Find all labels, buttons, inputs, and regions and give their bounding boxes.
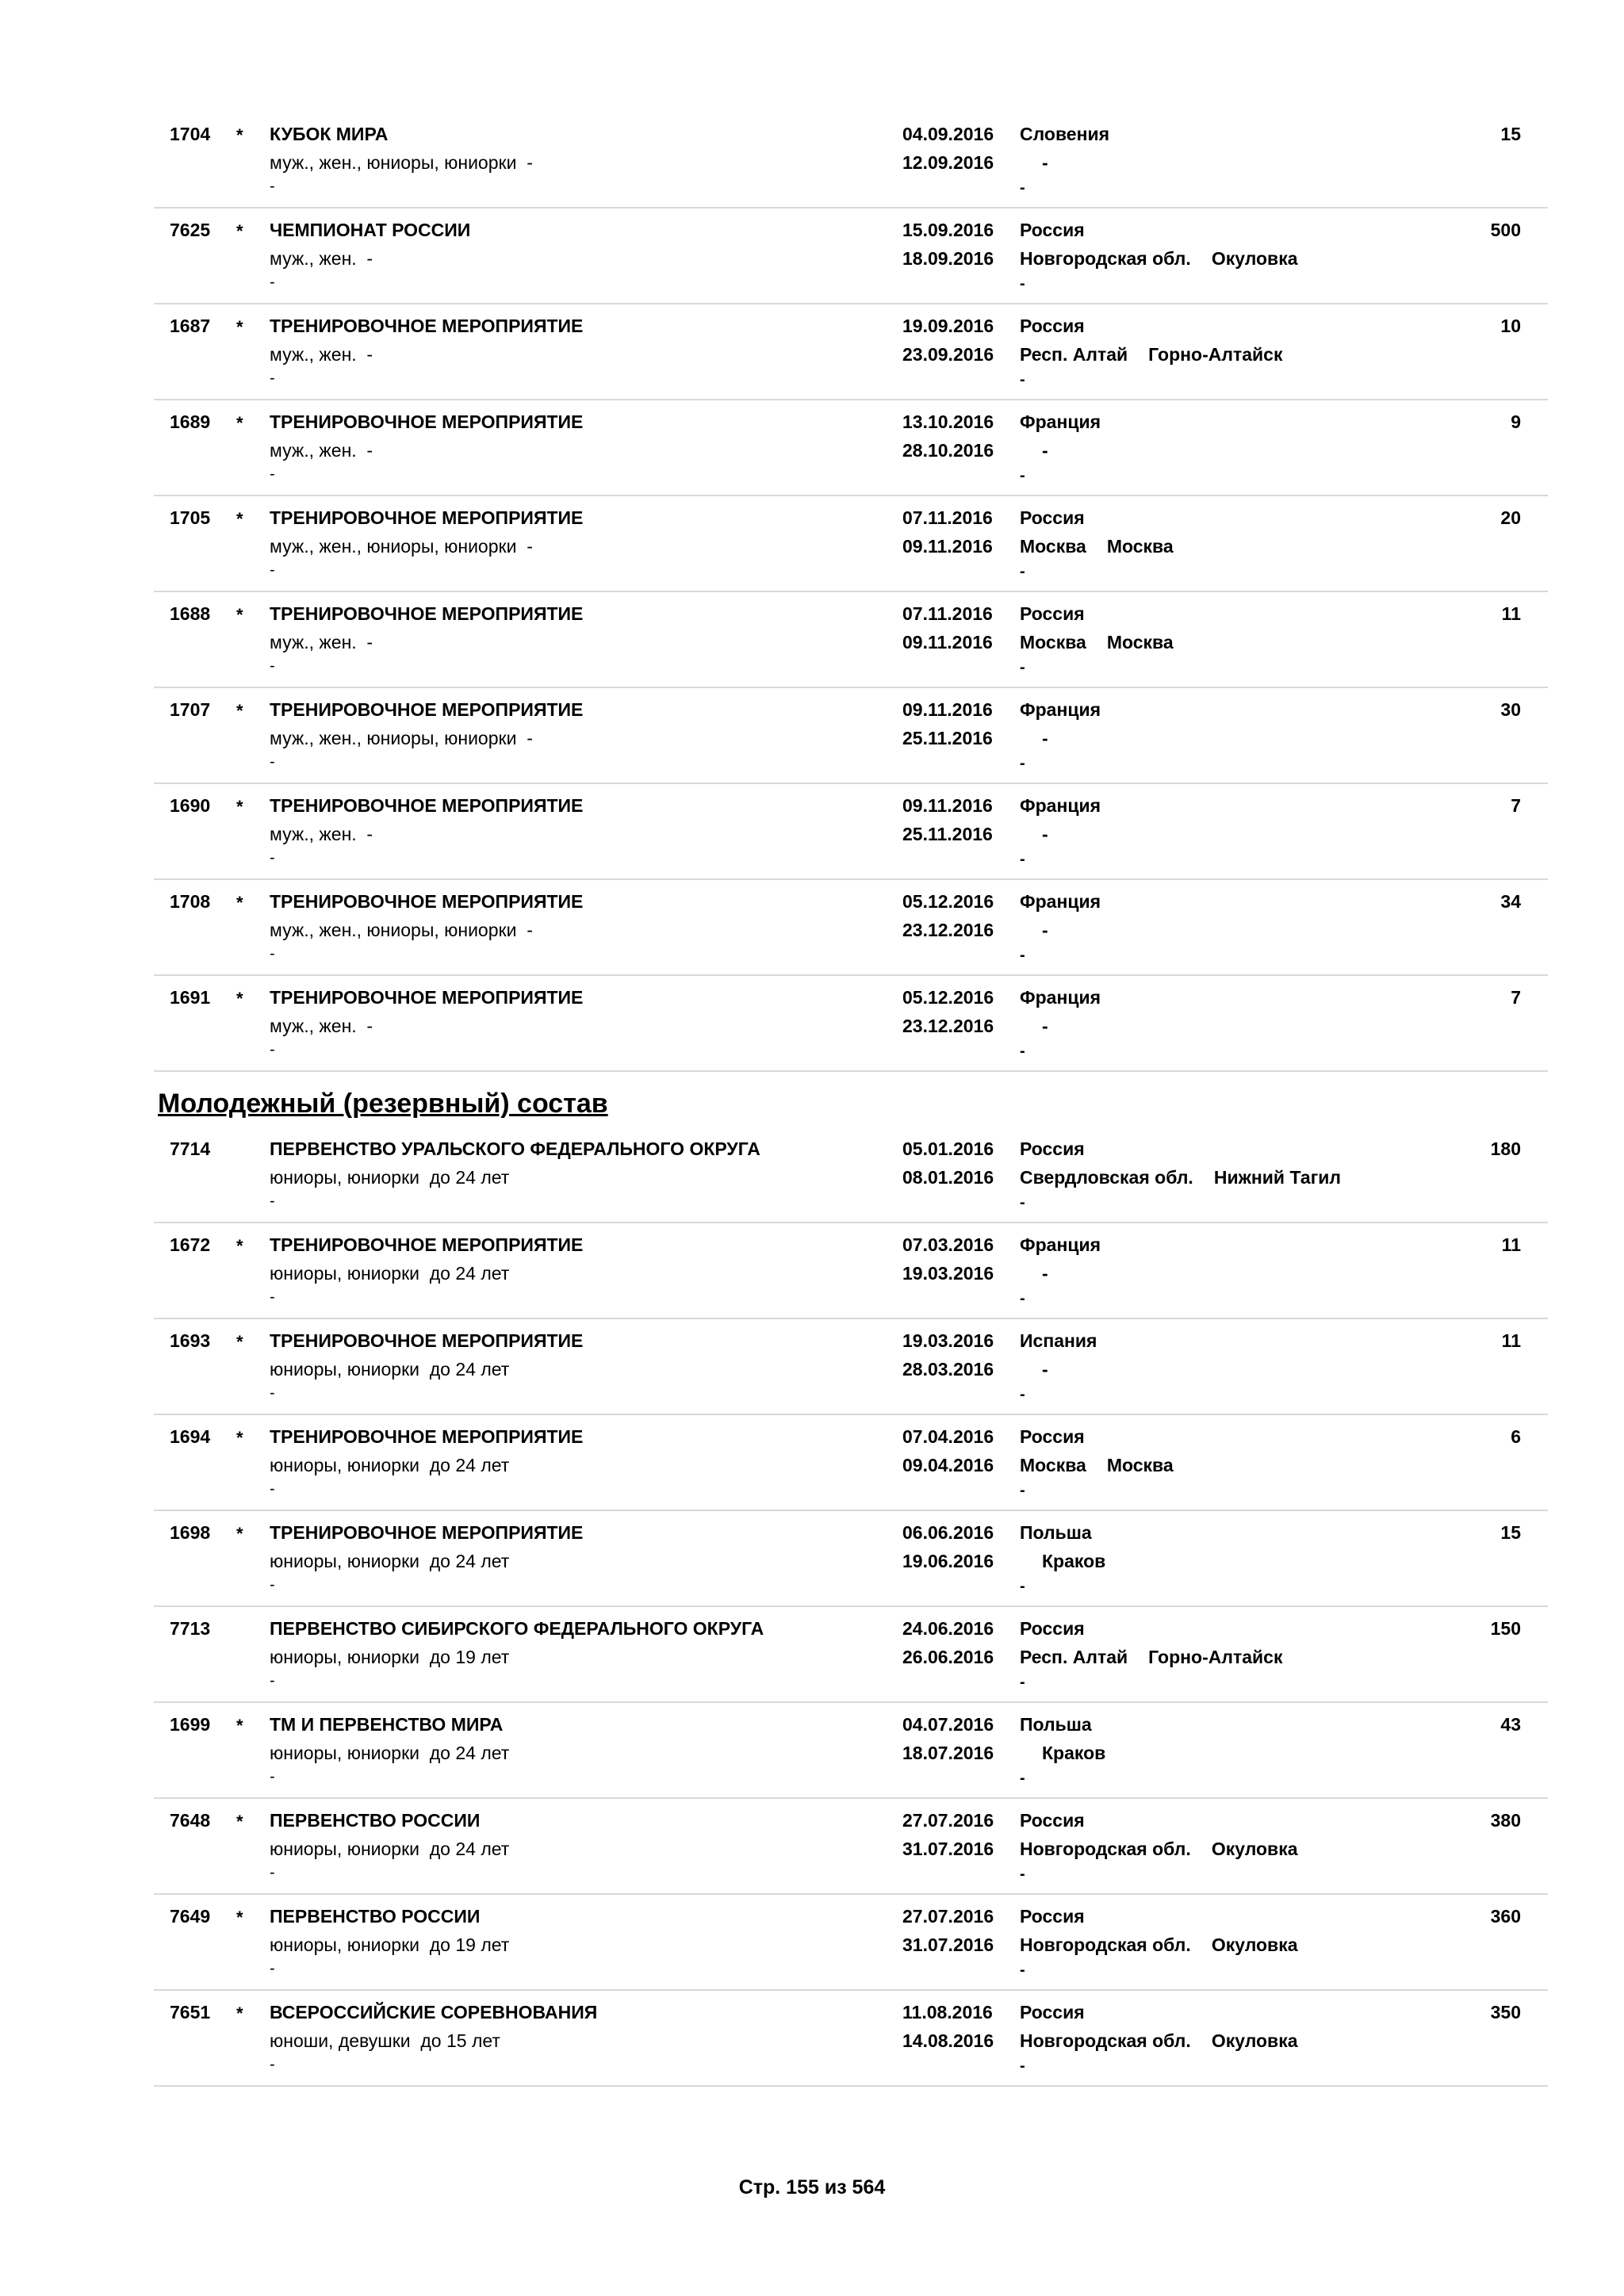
event-number: 7648	[170, 1810, 211, 1831]
event-title: ТРЕНИРОВОЧНОЕ МЕРОПРИЯТИЕ	[270, 699, 584, 720]
country: Россия	[1020, 220, 1085, 240]
location	[1020, 248, 1298, 270]
region: -	[1042, 728, 1048, 748]
event-category: муж., жен. -	[270, 824, 373, 844]
event-note: -	[270, 1864, 275, 1881]
event-note: -	[270, 1576, 275, 1594]
location	[1020, 1743, 1105, 1764]
event-number: 1688	[170, 603, 211, 624]
date-end: 14.08.2016	[902, 2030, 994, 2051]
city: Краков	[1042, 1743, 1106, 1763]
date-end: 28.10.2016	[902, 440, 994, 461]
event-category: юниоры, юниорки до 19 лет	[270, 1934, 510, 1955]
city: Москва	[1106, 632, 1174, 652]
star-marker: *	[236, 509, 243, 529]
location	[1020, 440, 1069, 461]
event-row	[154, 784, 1548, 880]
country: Польша	[1020, 1714, 1092, 1735]
event-title: ТРЕНИРОВОЧНОЕ МЕРОПРИЯТИЕ	[270, 987, 584, 1008]
location	[1020, 1647, 1282, 1668]
event-category: муж., жен., юниоры, юниорки -	[270, 152, 533, 173]
event-title: ТРЕНИРОВОЧНОЕ МЕРОПРИЯТИЕ	[270, 891, 584, 912]
event-number: 7714	[170, 1138, 211, 1159]
region: Москва	[1020, 536, 1086, 557]
event-note: -	[270, 1041, 275, 1058]
event-number: 1699	[170, 1714, 211, 1735]
region: -	[1042, 824, 1048, 844]
event-note: -	[270, 465, 275, 483]
event-number: 1672	[170, 1234, 211, 1255]
location	[1020, 824, 1069, 845]
location	[1020, 632, 1174, 653]
date-end: 18.07.2016	[902, 1743, 994, 1763]
region: Новгородская обл.	[1020, 1839, 1191, 1859]
event-category: юниоры, юниорки до 24 лет	[270, 1167, 510, 1188]
event-title: ТРЕНИРОВОЧНОЕ МЕРОПРИЯТИЕ	[270, 316, 584, 336]
date-start: 09.11.2016	[902, 795, 993, 816]
page-number: Стр. 155 из 564	[738, 2176, 886, 2198]
date-start: 06.06.2016	[902, 1522, 994, 1543]
event-title: ПЕРВЕНСТВО РОССИИ	[270, 1810, 481, 1831]
city: Краков	[1042, 1551, 1106, 1571]
event-row	[154, 1703, 1548, 1799]
region: Респ. Алтай	[1020, 1647, 1128, 1667]
region: Москва	[1020, 1455, 1086, 1475]
event-category: юниоры, юниорки до 24 лет	[270, 1551, 510, 1571]
event-note: -	[270, 2056, 275, 2073]
location	[1020, 1455, 1174, 1476]
event-note: -	[270, 1960, 275, 1977]
event-number: 1691	[170, 987, 211, 1008]
location-note: -	[1020, 1043, 1025, 1060]
region: -	[1042, 1263, 1048, 1284]
event-title: ТРЕНИРОВОЧНОЕ МЕРОПРИЯТИЕ	[270, 507, 584, 528]
location	[1020, 152, 1069, 174]
event-note: -	[270, 1480, 275, 1498]
event-row	[154, 400, 1548, 496]
event-category: муж., жен., юниоры, юниорки -	[270, 536, 533, 557]
date-end: 09.11.2016	[902, 632, 993, 652]
location-note: -	[1020, 755, 1025, 772]
location-note: -	[1020, 1194, 1025, 1211]
star-marker: *	[236, 1812, 243, 1831]
location	[1020, 1551, 1105, 1572]
country: Испания	[1020, 1330, 1097, 1351]
location-note: -	[1020, 563, 1025, 580]
event-row	[154, 1223, 1548, 1319]
city: Москва	[1106, 1455, 1174, 1475]
city: Москва	[1106, 536, 1174, 557]
event-category: юноши, девушки до 15 лет	[270, 2030, 500, 2051]
location-note: -	[1020, 1578, 1025, 1595]
event-row	[154, 1319, 1548, 1415]
date-start: 04.09.2016	[902, 124, 994, 144]
location	[1020, 1359, 1069, 1380]
country: Россия	[1020, 2002, 1085, 2022]
star-marker: *	[236, 125, 243, 145]
region: Новгородская обл.	[1020, 2030, 1191, 2051]
date-end: 28.03.2016	[902, 1359, 994, 1380]
country: Франция	[1020, 411, 1101, 432]
country: Франция	[1020, 987, 1101, 1008]
event-row	[154, 1127, 1548, 1223]
event-number: 1693	[170, 1330, 211, 1351]
event-title: ТМ И ПЕРВЕНСТВО МИРА	[270, 1714, 504, 1735]
country: Россия	[1020, 1618, 1085, 1639]
event-number: 7651	[170, 2002, 211, 2022]
date-start: 19.03.2016	[902, 1330, 994, 1351]
location-note: -	[1020, 1866, 1025, 1883]
event-title: ПЕРВЕНСТВО РОССИИ	[270, 1906, 481, 1927]
participant-count: 360	[1490, 1906, 1521, 1927]
location-note: -	[1020, 947, 1025, 964]
star-marker: *	[236, 2003, 243, 2023]
event-category: юниоры, юниорки до 24 лет	[270, 1839, 510, 1859]
location-note: -	[1020, 371, 1025, 388]
event-row	[154, 688, 1548, 784]
location-note: -	[1020, 1482, 1025, 1499]
event-category: муж., жен., юниоры, юниорки -	[270, 920, 533, 940]
location	[1020, 1167, 1341, 1188]
event-category: юниоры, юниорки до 24 лет	[270, 1743, 510, 1763]
date-start: 04.07.2016	[902, 1714, 994, 1735]
region: -	[1042, 1016, 1048, 1036]
location-note: -	[1020, 1674, 1025, 1691]
star-marker: *	[236, 989, 243, 1008]
date-start: 15.09.2016	[902, 220, 994, 240]
region: Свердловская обл.	[1020, 1167, 1193, 1188]
country: Франция	[1020, 891, 1101, 912]
event-number: 1704	[170, 124, 211, 144]
event-category: юниоры, юниорки до 24 лет	[270, 1359, 510, 1380]
date-start: 11.08.2016	[902, 2002, 993, 2022]
date-end: 12.09.2016	[902, 152, 994, 173]
date-end: 19.06.2016	[902, 1551, 994, 1571]
date-end: 25.11.2016	[902, 728, 993, 748]
event-note: -	[270, 178, 275, 195]
region: Новгородская обл.	[1020, 1934, 1191, 1955]
region: -	[1042, 1359, 1048, 1380]
city: Окуловка	[1211, 1934, 1298, 1955]
date-end: 25.11.2016	[902, 824, 993, 844]
event-title: ПЕРВЕНСТВО СИБИРСКОГО ФЕДЕРАЛЬНОГО ОКРУГА	[270, 1618, 764, 1639]
location	[1020, 920, 1069, 941]
event-row	[154, 880, 1548, 976]
participant-count: 43	[1500, 1714, 1521, 1735]
date-start: 05.12.2016	[902, 891, 994, 912]
date-start: 05.01.2016	[902, 1138, 994, 1159]
country: Польша	[1020, 1522, 1092, 1543]
event-category: юниоры, юниорки до 19 лет	[270, 1647, 510, 1667]
country: Россия	[1020, 603, 1085, 624]
event-category: муж., жен. -	[270, 344, 373, 365]
participant-count: 20	[1500, 507, 1521, 528]
star-marker: *	[236, 893, 243, 913]
date-start: 07.03.2016	[902, 1234, 994, 1255]
star-marker: *	[236, 413, 243, 433]
country: Россия	[1020, 1426, 1085, 1447]
participant-count: 9	[1511, 411, 1521, 432]
event-number: 1694	[170, 1426, 211, 1447]
event-note: -	[270, 274, 275, 291]
event-category: муж., жен. -	[270, 440, 373, 461]
city: Горно-Алтайск	[1148, 1647, 1283, 1667]
event-number: 1708	[170, 891, 211, 912]
country: Словения	[1020, 124, 1110, 144]
region: Респ. Алтай	[1020, 344, 1128, 365]
event-title: ЧЕМПИОНАТ РОССИИ	[270, 220, 471, 240]
star-marker: *	[236, 1716, 243, 1735]
star-marker: *	[236, 1236, 243, 1256]
participant-count: 500	[1490, 220, 1521, 240]
section-heading: Молодежный (резервный) состав	[158, 1089, 608, 1119]
event-title: ТРЕНИРОВОЧНОЕ МЕРОПРИЯТИЕ	[270, 603, 584, 624]
location	[1020, 1839, 1298, 1860]
event-note: -	[270, 945, 275, 962]
event-title: КУБОК МИРА	[270, 124, 389, 144]
star-marker: *	[236, 797, 243, 817]
participant-count: 11	[1501, 1330, 1521, 1351]
location-note: -	[1020, 275, 1025, 293]
event-title: ТРЕНИРОВОЧНОЕ МЕРОПРИЯТИЕ	[270, 1234, 584, 1255]
event-title: ТРЕНИРОВОЧНОЕ МЕРОПРИЯТИЕ	[270, 1522, 584, 1543]
country: Россия	[1020, 1810, 1085, 1831]
location	[1020, 344, 1282, 365]
region: Новгородская обл.	[1020, 248, 1191, 269]
event-number: 7713	[170, 1618, 211, 1639]
participant-count: 7	[1511, 987, 1521, 1008]
event-note: -	[270, 561, 275, 579]
event-row	[154, 113, 1548, 209]
date-start: 24.06.2016	[902, 1618, 994, 1639]
event-row	[154, 209, 1548, 304]
event-note: -	[270, 1384, 275, 1402]
date-start: 27.07.2016	[902, 1906, 994, 1927]
location-note: -	[1020, 1386, 1025, 1403]
event-category: муж., жен., юниоры, юниорки -	[270, 728, 533, 748]
city: Окуловка	[1211, 248, 1298, 269]
location	[1020, 536, 1174, 557]
city: Окуловка	[1211, 2030, 1298, 2051]
event-row	[154, 1511, 1548, 1607]
event-number: 1698	[170, 1522, 211, 1543]
region: -	[1042, 440, 1048, 461]
star-marker: *	[236, 1332, 243, 1352]
participant-count: 15	[1500, 1522, 1521, 1543]
event-row	[154, 496, 1548, 592]
event-note: -	[270, 369, 275, 387]
date-end: 19.03.2016	[902, 1263, 994, 1284]
date-start: 19.09.2016	[902, 316, 994, 336]
participant-count: 380	[1490, 1810, 1521, 1831]
event-title: ТРЕНИРОВОЧНОЕ МЕРОПРИЯТИЕ	[270, 411, 584, 432]
star-marker: *	[236, 317, 243, 337]
date-end: 09.04.2016	[902, 1455, 994, 1475]
event-title: ТРЕНИРОВОЧНОЕ МЕРОПРИЯТИЕ	[270, 795, 584, 816]
country: Россия	[1020, 507, 1085, 528]
country: Франция	[1020, 699, 1101, 720]
participant-count: 34	[1500, 891, 1521, 912]
star-marker: *	[236, 1908, 243, 1927]
participant-count: 7	[1511, 795, 1521, 816]
country: Франция	[1020, 795, 1101, 816]
city: Горно-Алтайск	[1148, 344, 1283, 365]
date-start: 27.07.2016	[902, 1810, 994, 1831]
date-end: 31.07.2016	[902, 1839, 994, 1859]
date-start: 05.12.2016	[902, 987, 994, 1008]
location	[1020, 1263, 1069, 1284]
date-end: 08.01.2016	[902, 1167, 994, 1188]
location-note: -	[1020, 659, 1025, 676]
event-row	[154, 304, 1548, 400]
location	[1020, 1934, 1298, 1956]
event-title: ПЕРВЕНСТВО УРАЛЬСКОГО ФЕДЕРАЛЬНОГО ОКРУГА	[270, 1138, 760, 1159]
region: Москва	[1020, 632, 1086, 652]
location-note: -	[1020, 2057, 1025, 2075]
event-number: 7625	[170, 220, 211, 240]
participant-count: 30	[1500, 699, 1521, 720]
event-category: муж., жен. -	[270, 632, 373, 652]
location-note: -	[1020, 1290, 1025, 1307]
date-start: 09.11.2016	[902, 699, 993, 720]
location	[1020, 2030, 1298, 2052]
date-end: 31.07.2016	[902, 1934, 994, 1955]
participant-count: 6	[1511, 1426, 1521, 1447]
date-end: 23.12.2016	[902, 920, 994, 940]
date-end: 23.12.2016	[902, 1016, 994, 1036]
event-category: юниоры, юниорки до 24 лет	[270, 1455, 510, 1475]
star-marker: *	[236, 1428, 243, 1448]
location-note: -	[1020, 1770, 1025, 1787]
location-note: -	[1020, 467, 1025, 484]
star-marker: *	[236, 1524, 243, 1544]
event-number: 1707	[170, 699, 211, 720]
participant-count: 11	[1501, 603, 1521, 624]
event-note: -	[270, 753, 275, 771]
participant-count: 11	[1501, 1234, 1521, 1255]
location-note: -	[1020, 179, 1025, 197]
location	[1020, 728, 1069, 749]
event-title: ТРЕНИРОВОЧНОЕ МЕРОПРИЯТИЕ	[270, 1426, 584, 1447]
date-start: 13.10.2016	[902, 411, 994, 432]
country: Франция	[1020, 1234, 1101, 1255]
location	[1020, 1016, 1069, 1037]
event-row	[154, 1607, 1548, 1703]
date-start: 07.11.2016	[902, 603, 993, 624]
date-end: 09.11.2016	[902, 536, 993, 557]
participant-count: 350	[1490, 2002, 1521, 2022]
location-note: -	[1020, 1961, 1025, 1979]
event-title: ВСЕРОССИЙСКИЕ СОРЕВНОВАНИЯ	[270, 2002, 598, 2022]
event-number: 7649	[170, 1906, 211, 1927]
star-marker: *	[236, 701, 243, 721]
event-category: муж., жен. -	[270, 248, 373, 269]
participant-count: 10	[1500, 316, 1521, 336]
event-row	[154, 1415, 1548, 1511]
country: Россия	[1020, 316, 1085, 336]
event-note: -	[270, 1288, 275, 1306]
event-title: ТРЕНИРОВОЧНОЕ МЕРОПРИЯТИЕ	[270, 1330, 584, 1351]
event-note: -	[270, 849, 275, 867]
country: Россия	[1020, 1138, 1085, 1159]
region: -	[1042, 920, 1048, 940]
event-category: юниоры, юниорки до 24 лет	[270, 1263, 510, 1284]
event-note: -	[270, 1768, 275, 1785]
event-note: -	[270, 1672, 275, 1689]
date-end: 26.06.2016	[902, 1647, 994, 1667]
event-category: муж., жен. -	[270, 1016, 373, 1036]
participant-count: 150	[1490, 1618, 1521, 1639]
location-note: -	[1020, 851, 1025, 868]
participant-count: 180	[1490, 1138, 1521, 1159]
event-number: 1687	[170, 316, 211, 336]
date-start: 07.11.2016	[902, 507, 993, 528]
country: Россия	[1020, 1906, 1085, 1927]
event-row	[154, 1991, 1548, 2087]
event-number: 1690	[170, 795, 211, 816]
date-start: 07.04.2016	[902, 1426, 994, 1447]
event-row	[154, 592, 1548, 688]
city: Нижний Тагил	[1213, 1167, 1342, 1188]
city: Окуловка	[1211, 1839, 1298, 1859]
event-number: 1689	[170, 411, 211, 432]
event-number: 1705	[170, 507, 211, 528]
star-marker: *	[236, 605, 243, 625]
event-note: -	[270, 657, 275, 675]
event-row	[154, 976, 1548, 1072]
region: -	[1042, 152, 1048, 173]
event-row	[154, 1799, 1548, 1895]
date-end: 18.09.2016	[902, 248, 994, 269]
participant-count: 15	[1500, 124, 1521, 144]
star-marker: *	[236, 221, 243, 241]
event-row	[154, 1895, 1548, 1991]
date-end: 23.09.2016	[902, 344, 994, 365]
event-note: -	[270, 1192, 275, 1210]
